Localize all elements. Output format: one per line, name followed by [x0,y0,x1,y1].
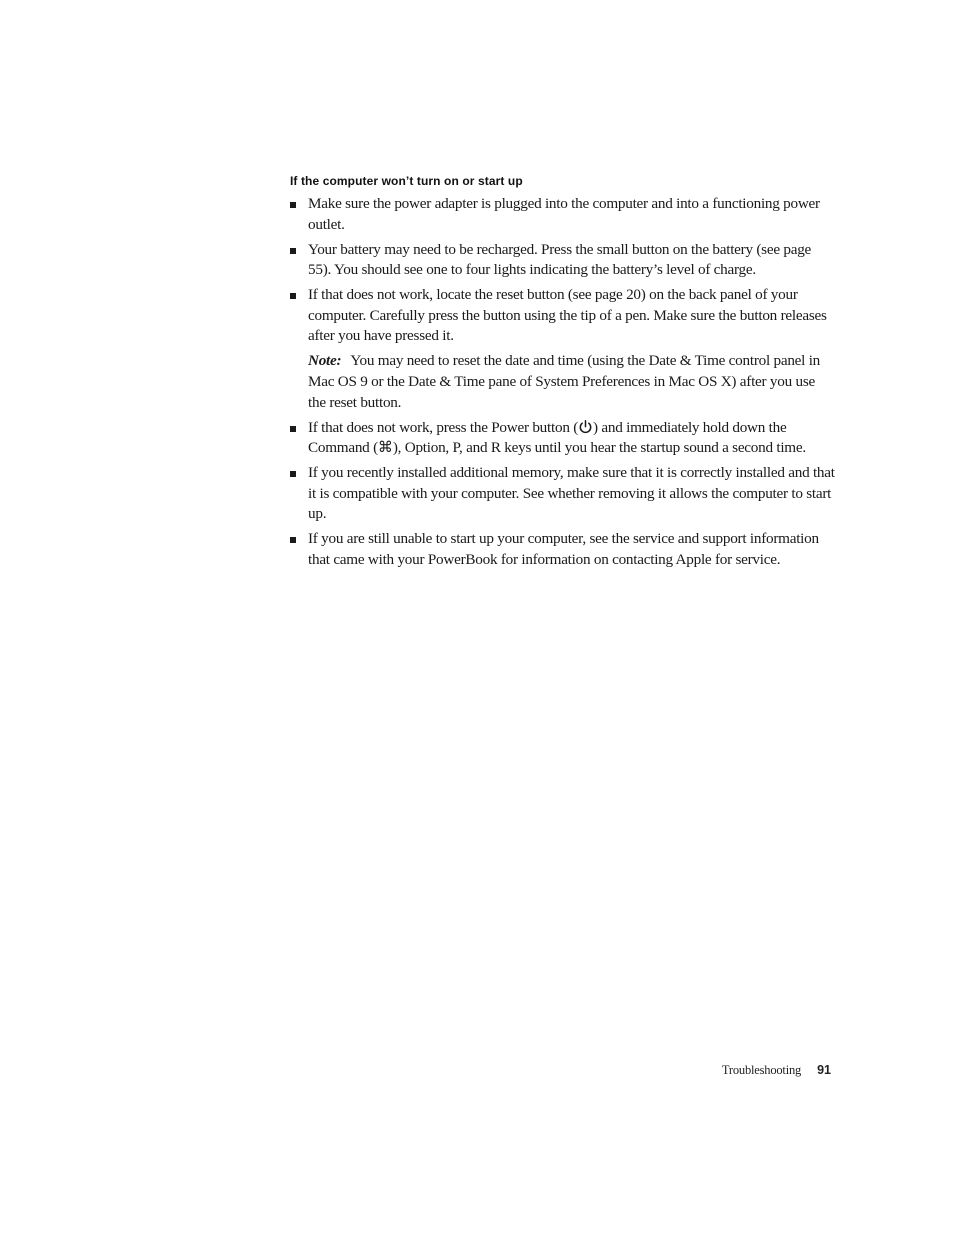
page-footer [722,1063,831,1078]
troubleshooting-list [290,194,835,575]
list-item [290,463,835,525]
page-number: 91 [817,1063,831,1077]
list-item-text-before-icon: If that does not work, press the Power button ( [308,418,579,436]
square-bullet-icon [290,293,296,299]
note-text: You may need to reset the date and time (using the Date & Time control panel in Mac OS 9 or the Date & Time pane of System Preferences in Mac OS X) after you use the reset button. [308,352,821,411]
list-item [290,194,835,235]
note-paragraph [290,351,835,413]
list-item [290,529,835,570]
square-bullet-icon [290,471,296,477]
square-bullet-icon [290,426,296,432]
list-item [290,418,835,459]
list-item [290,240,835,281]
list-item-text: If that does not work, locate the reset button (see page 20) on the back panel of your computer. Carefully press the button using the tip of a pen. Make sure the button releases after you have pressed it. [308,286,827,345]
power-icon [578,420,593,434]
list-item-text: Make sure the power adapter is plugged into the computer and into a functioning power outlet. [308,195,820,233]
note-label: Note: [308,352,342,370]
list-item [290,285,835,347]
list-item-text: Your battery may need to be recharged. Press the small button on the battery (see page 55). You should see one to four lights indicating the battery’s level of charge. [308,240,812,279]
list-item-text: If you recently installed additional memory, make sure that it is correctly installed and that it is compatible with your computer. See whether removing it allows the computer to start up. [308,464,835,523]
list-item-text-after-icon: ) and immediately hold down the Command (⌘), Option, P, and R keys until you hear the startup sound a second time. [308,418,806,457]
list-item-text: If you are still unable to start up your computer, see the service and support information that came with your PowerBook for information on contacting Apple for service. [308,530,819,568]
section-heading: If the computer won’t turn on or start up [290,174,523,188]
square-bullet-icon [290,202,296,208]
footer-section-title: Troubleshooting [721,1063,802,1077]
square-bullet-icon [290,537,296,543]
square-bullet-icon [290,248,296,254]
